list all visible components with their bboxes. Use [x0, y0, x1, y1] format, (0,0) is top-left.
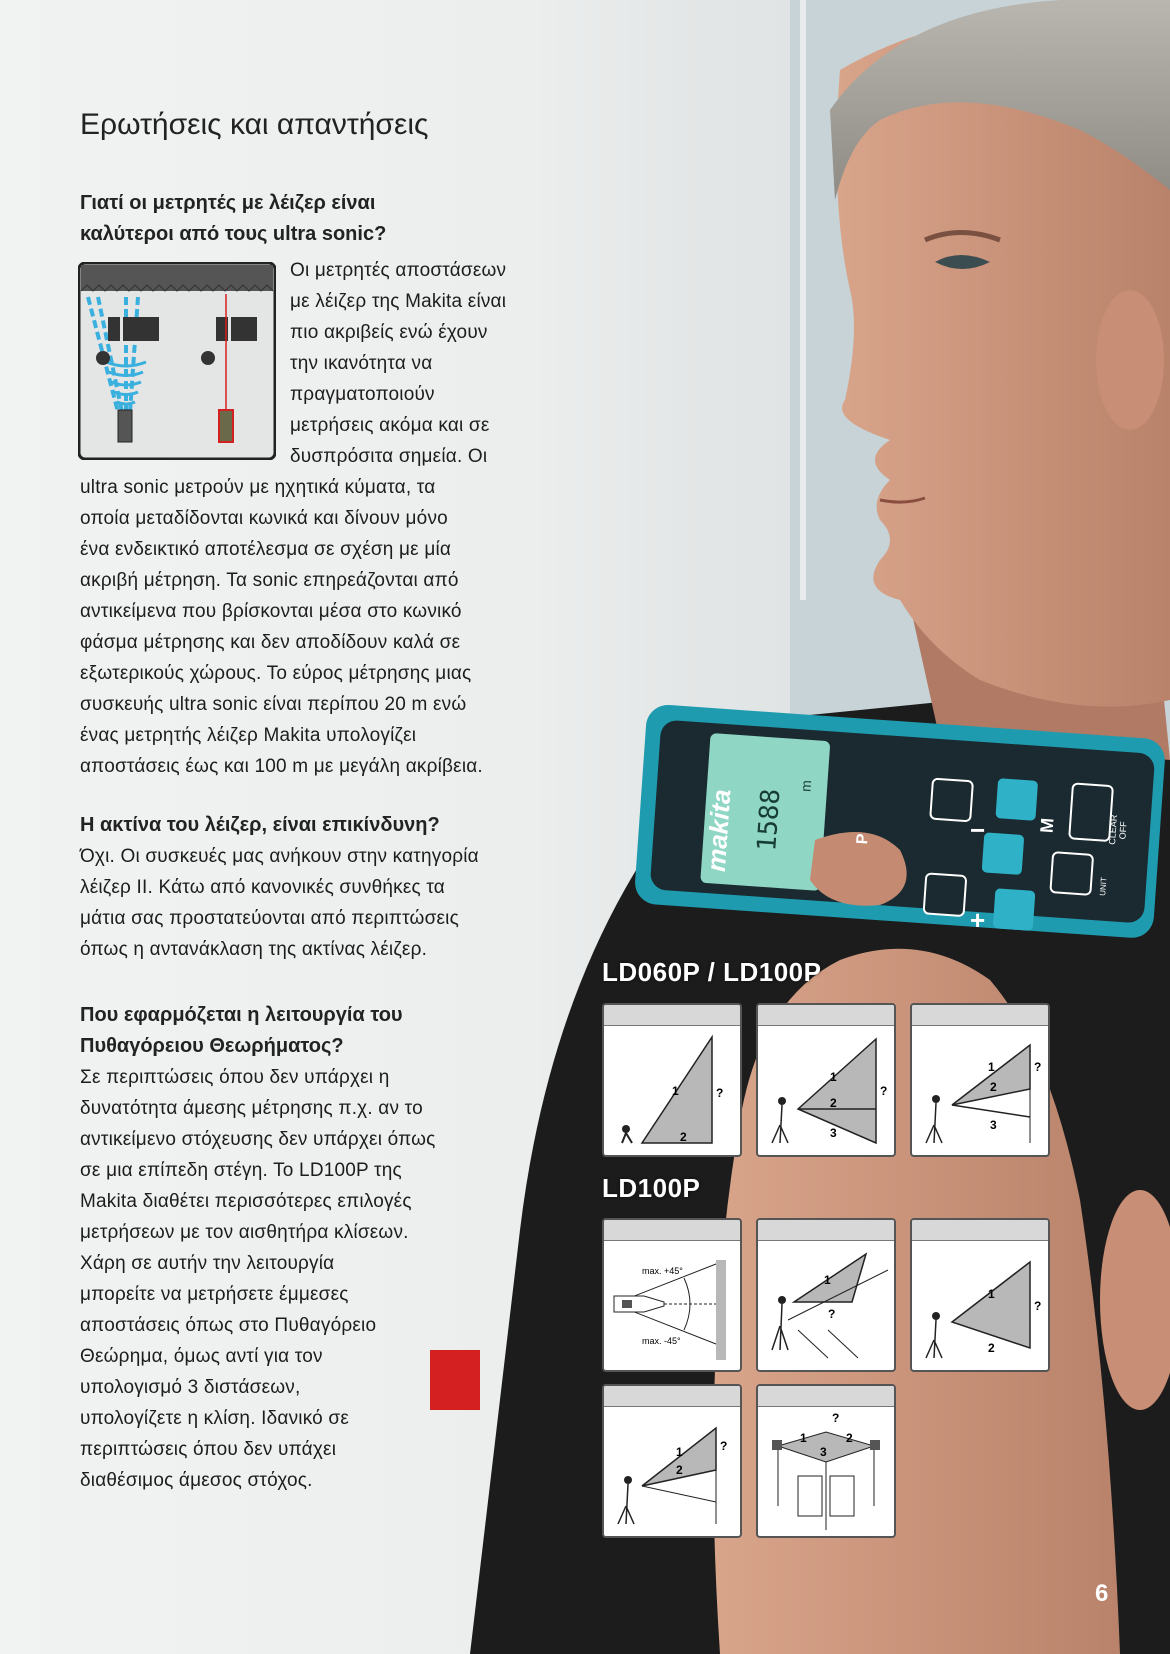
label-3: 3 [990, 1118, 997, 1132]
diagram-pythagoras-simple [602, 1003, 742, 1157]
section3-heading-line1: Που εφαρμόζεται η λειτουργία του [80, 1004, 403, 1026]
section3-line: περιπτώσεις όπου δεν υπάχει [80, 1439, 337, 1460]
section1-line: συσκευής ultra sonic είναι περίπου 20 m ενώ [80, 694, 467, 715]
label-question: ? [1034, 1060, 1042, 1074]
section1-line: μετρήσεις ακόμα και σε [290, 415, 490, 436]
model-label-ld060p-ld100p: LD060P / LD100P [602, 957, 822, 987]
section2-line: Όχι. Οι συσκευές μας ανήκουν στην κατηγορία [80, 846, 479, 867]
diagram-tilt-height [602, 1384, 742, 1538]
label-2: 2 [988, 1341, 995, 1355]
section1-line: οποία μεταδίδονται κωνικά και δίνουν μόνο [80, 508, 448, 529]
section1-heading-line2: καλύτεροι από τους ultra sonic? [80, 223, 387, 245]
section3-line: υπολογίζετε η κλίση. Ιδανικό σε [80, 1408, 350, 1429]
section3-line: Σε περιπτώσεις όπου δεν υπάρχει η [80, 1067, 390, 1088]
function-mode-bar [912, 1005, 1048, 1026]
angle-plus-label: max. +45° [642, 1266, 683, 1276]
section2-heading: Η ακτίνα του λέιζερ, είναι επικίνδυνη? [80, 814, 440, 836]
section2-line: μάτια σας προστατεύονται από περιπτώσεις [80, 908, 459, 929]
label-1: 1 [830, 1070, 837, 1084]
device-key-clear-off: CLEAR OFF [1106, 814, 1129, 845]
label-3: 3 [830, 1126, 837, 1140]
section3-line: Makita διαθέτει περισσότερες επιλογές [80, 1191, 412, 1212]
function-mode-bar [604, 1220, 740, 1241]
label-question: ? [880, 1084, 888, 1098]
angle-minus-label: max. -45° [642, 1336, 681, 1346]
label-2: 2 [676, 1463, 683, 1477]
section1-line: με λέιζερ της Makita είναι [290, 291, 507, 312]
function-mode-bar [604, 1005, 740, 1026]
label-2: 2 [830, 1096, 837, 1110]
section3-line: μετρήσεων με τον αισθητήρα κλίσεων. [80, 1222, 409, 1243]
label-2: 2 [990, 1080, 997, 1094]
section3-body [80, 1062, 436, 1496]
section1-line: ένα ενδεικτικό αποτέλεσμα σε σχέση με μία [80, 539, 452, 560]
section1-line: την ικανότητα να [290, 353, 433, 374]
section3-line: σε μια επίπεδη στέγη. Το LD100P της [80, 1160, 402, 1181]
diagram-tilt-sensor [602, 1218, 742, 1372]
section2-line: όπως η αντανάκλαση της ακτίνας λέιζερ. [80, 939, 428, 960]
label-1: 1 [800, 1431, 807, 1445]
label-3: 3 [820, 1445, 827, 1459]
section1-line: αποστάσεις έως και 100 m με μεγάλη ακρίβεια. [80, 756, 483, 777]
label-question: ? [716, 1086, 724, 1100]
label-1: 1 [988, 1060, 995, 1074]
section2-body [80, 841, 479, 965]
label-1: 1 [988, 1287, 995, 1301]
section3-line: Χάρη σε αυτήν την λειτουργία [80, 1253, 335, 1274]
section1-line: ultra sonic μετρούν με ηχητικά κύματα, τα [80, 477, 436, 498]
section3-line: διαθέσιμος άμεσος στόχος. [80, 1470, 313, 1491]
function-mode-bar [912, 1220, 1048, 1241]
section1-body [80, 255, 506, 782]
section1-line: φάσμα μέτρησης και δεν αποδίδουν καλά σε [80, 632, 461, 653]
section1-line: ακριβή μέτρηση. Τα sonic επηρεάζονται από [80, 570, 459, 591]
label-1: 1 [672, 1084, 679, 1098]
device-key-memory: M [1036, 817, 1058, 834]
label-question: ? [832, 1411, 840, 1425]
model-label-ld100p: LD100P [602, 1173, 701, 1203]
page-title: Ερωτήσεις και απαντήσεις [80, 108, 429, 141]
function-mode-bar [758, 1005, 894, 1026]
device-model-suffix: P [853, 833, 872, 845]
page-number: 6 [1095, 1580, 1109, 1607]
device-brand-label: makita [700, 788, 737, 873]
label-2: 2 [846, 1431, 853, 1445]
section1-line: Οι μετρητές αποστάσεων [290, 260, 507, 281]
device-key-minus: − [970, 815, 986, 845]
label-question: ? [720, 1439, 728, 1453]
device-display-value: 1588 [752, 787, 787, 853]
label-2: 2 [680, 1130, 687, 1144]
section1-line: εξωτερικούς χώρους. Το εύρος μέτρησης μιας [80, 663, 472, 684]
function-mode-bar [758, 1386, 894, 1407]
label-1: 1 [824, 1273, 831, 1287]
section1-line: ένας μετρητής λέιζερ Makita υπολογίζει [80, 725, 417, 746]
section1-line: πραγματοποιούν [290, 384, 435, 405]
section3-line: Θεώρημα, όμως αντί για τον [80, 1346, 323, 1367]
diagram-room-corner [756, 1384, 896, 1538]
section1-line: δυσπρόσιτα σημεία. Οι [290, 446, 488, 467]
function-mode-bar [604, 1386, 740, 1407]
section1-line: πιο ακριβείς ενώ έχουν [290, 322, 488, 343]
section3-line: αντικείμενο στόχευσης δεν υπάρχει όπως [80, 1129, 436, 1150]
section1-line: αντικείμενα που βρίσκονται μέσα στο κωνικό [80, 601, 462, 622]
function-mode-bar [758, 1220, 894, 1241]
diagram-indirect-distance [910, 1218, 1050, 1372]
device-key-unit: UNIT [1098, 876, 1109, 897]
label-1: 1 [676, 1445, 683, 1459]
device-key-plus: + [970, 905, 986, 935]
diagram-indirect-height [756, 1218, 896, 1372]
diagram-pythagoras-partial [910, 1003, 1050, 1157]
section3-line: μπορείτε να μετρήσετε έμμεσες [80, 1284, 349, 1305]
diagram-pythagoras-double [756, 1003, 896, 1157]
section1-heading-line1: Γιατί οι μετρητές με λέιζερ είναι [80, 192, 376, 214]
section3-line: αποστάσεις όπως στο Πυθαγόρειο [80, 1315, 377, 1336]
device-display-unit: m [797, 779, 815, 793]
section3-heading-line2: Πυθαγόρειου Θεωρήματος? [80, 1035, 344, 1057]
section3-line: υπολογισμό 3 διστάσεων, [80, 1377, 301, 1398]
section3-line: δυνατότητα άμεσης μέτρησης π.χ. αν το [80, 1098, 423, 1119]
section2-line: λέιζερ II. Κάτω από κανονικές συνθήκες τα [80, 877, 445, 898]
label-question: ? [1034, 1299, 1042, 1313]
label-question: ? [828, 1307, 836, 1321]
